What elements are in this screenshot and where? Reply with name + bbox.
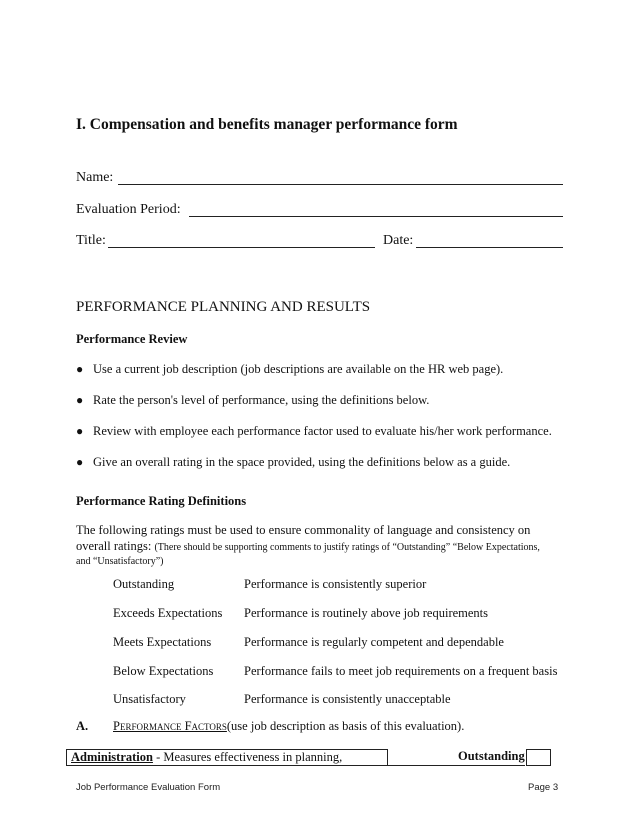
rating-name: Exceeds Expectations bbox=[113, 606, 223, 620]
rating-definition: Performance is consistently superior bbox=[244, 577, 427, 591]
overall-ratings-text: overall ratings: bbox=[76, 539, 152, 553]
evaluation-period-label: Evaluation Period: bbox=[76, 202, 181, 217]
title-field-line[interactable] bbox=[108, 247, 375, 248]
performance-planning-heading: PERFORMANCE PLANNING AND RESULTS bbox=[76, 299, 371, 315]
rating-definition: Performance is routinely above job requirements bbox=[244, 606, 489, 620]
rating-name: Unsatisfactory bbox=[113, 692, 186, 706]
definitions-intro-line-1: The following ratings must be used to ensure commonality of language and consistency on bbox=[76, 523, 531, 537]
performance-factors-line bbox=[113, 719, 464, 734]
name-field-line[interactable] bbox=[118, 184, 563, 185]
bullet-icon: ● bbox=[76, 362, 84, 376]
performance-review-heading: Performance Review bbox=[76, 332, 188, 346]
evaluation-period-field-line[interactable] bbox=[189, 216, 563, 217]
rating-name: Outstanding bbox=[113, 577, 175, 591]
outstanding-rating-label: Outstanding bbox=[458, 749, 525, 763]
rating-definitions-heading: Performance Rating Definitions bbox=[76, 494, 247, 508]
supporting-comments-note: (There should be supporting comments to justify ratings of “Outstanding” “Below Expectations, bbox=[154, 542, 540, 553]
title-label: Title: bbox=[76, 233, 106, 248]
rating-name: Below Expectations bbox=[113, 664, 214, 678]
date-field-line[interactable] bbox=[416, 247, 563, 248]
date-label: Date: bbox=[383, 233, 414, 248]
review-bullet: Rate the person's level of performance, using the definitions below. bbox=[93, 393, 430, 407]
administration-label: Administration bbox=[71, 750, 153, 764]
footer-form-name: Job Performance Evaluation Form bbox=[76, 782, 221, 793]
bullet-icon: ● bbox=[76, 455, 84, 469]
bullet-icon: ● bbox=[76, 424, 84, 438]
performance-factors-heading: Performance Factors bbox=[113, 719, 227, 733]
administration-cell bbox=[66, 749, 388, 766]
review-bullet: Review with employee each performance factor used to evaluate his/her work performance. bbox=[93, 424, 552, 438]
review-bullet: Give an overall rating in the space provided, using the definitions below as a guide. bbox=[93, 455, 511, 469]
bullet-icon: ● bbox=[76, 393, 84, 407]
rating-name: Meets Expectations bbox=[113, 635, 212, 649]
factors-letter: A. bbox=[76, 719, 89, 733]
performance-factors-note: (use job description as basis of this evaluation). bbox=[226, 719, 465, 733]
definitions-intro-line-3: and “Unsatisfactory”) bbox=[76, 556, 164, 567]
name-label: Name: bbox=[76, 170, 114, 185]
administration-description: - Measures effectiveness in planning, bbox=[152, 750, 343, 764]
form-title: I. Compensation and benefits manager performance form bbox=[76, 116, 458, 133]
page-number: Page 3 bbox=[528, 782, 559, 793]
outstanding-checkbox[interactable] bbox=[526, 749, 551, 766]
rating-definition: Performance fails to meet job requirements on a frequent basis bbox=[244, 664, 558, 678]
rating-definition: Performance is regularly competent and dependable bbox=[244, 635, 504, 649]
review-bullet: Use a current job description (job descriptions are available on the HR web page). bbox=[93, 362, 504, 376]
definitions-intro-line-2 bbox=[76, 539, 540, 554]
rating-definition: Performance is consistently unacceptable bbox=[244, 692, 451, 706]
